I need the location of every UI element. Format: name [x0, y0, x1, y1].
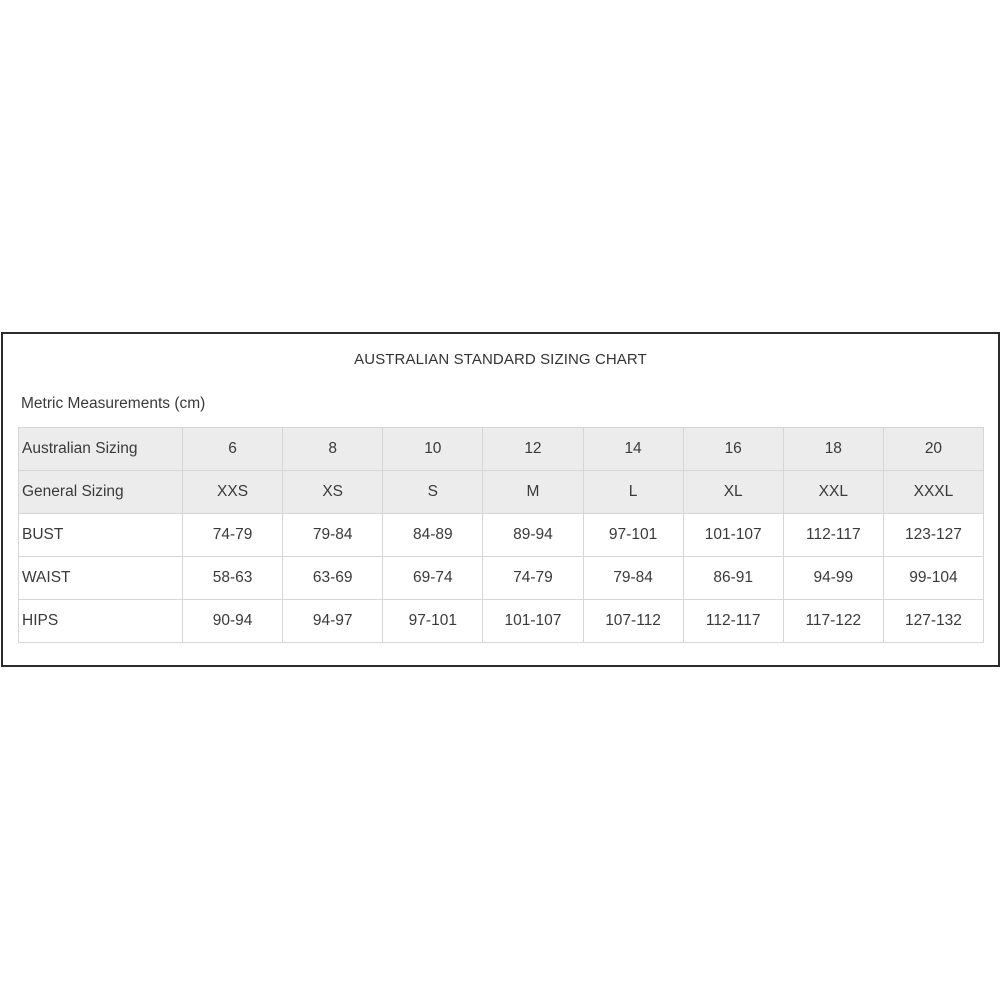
table-cell: 117-122 — [783, 600, 883, 643]
table-cell: 101-107 — [483, 600, 583, 643]
table-cell: XXXL — [883, 471, 983, 514]
table-cell: 8 — [283, 428, 383, 471]
table-cell: 99-104 — [883, 557, 983, 600]
row-label: HIPS — [19, 600, 183, 643]
table-cell: S — [383, 471, 483, 514]
table-cell: 18 — [783, 428, 883, 471]
table-cell: 10 — [383, 428, 483, 471]
table-cell: 123-127 — [883, 514, 983, 557]
table-cell: 90-94 — [183, 600, 283, 643]
table-cell: 12 — [483, 428, 583, 471]
table-row — [19, 557, 984, 600]
table-cell: 94-97 — [283, 600, 383, 643]
table-row — [19, 514, 984, 557]
table-cell: 89-94 — [483, 514, 583, 557]
measurement-units-label: Metric Measurements (cm) — [21, 395, 206, 412]
table-row — [19, 428, 984, 471]
table-row — [19, 471, 984, 514]
table-cell: 97-101 — [583, 514, 683, 557]
table-row — [19, 600, 984, 643]
table-cell: L — [583, 471, 683, 514]
row-label: General Sizing — [19, 471, 183, 514]
table-cell: 84-89 — [383, 514, 483, 557]
table-cell: 97-101 — [383, 600, 483, 643]
table-cell: 63-69 — [283, 557, 383, 600]
table-cell: 20 — [883, 428, 983, 471]
table-cell: 14 — [583, 428, 683, 471]
table-cell: 101-107 — [683, 514, 783, 557]
table-cell: 58-63 — [183, 557, 283, 600]
table-cell: 107-112 — [583, 600, 683, 643]
table-cell: 69-74 — [383, 557, 483, 600]
table-cell: M — [483, 471, 583, 514]
chart-title: AUSTRALIAN STANDARD SIZING CHART — [354, 351, 647, 368]
row-label: Australian Sizing — [19, 428, 183, 471]
sizing-chart-frame — [1, 332, 1000, 667]
table-cell: XXL — [783, 471, 883, 514]
table-cell: XS — [283, 471, 383, 514]
table-cell: XL — [683, 471, 783, 514]
table-cell: 86-91 — [683, 557, 783, 600]
table-cell: 79-84 — [583, 557, 683, 600]
sizing-table — [18, 427, 984, 643]
table-cell: 79-84 — [283, 514, 383, 557]
table-cell: 94-99 — [783, 557, 883, 600]
row-label: BUST — [19, 514, 183, 557]
table-cell: XXS — [183, 471, 283, 514]
table-cell: 74-79 — [183, 514, 283, 557]
table-cell: 6 — [183, 428, 283, 471]
table-cell: 112-117 — [783, 514, 883, 557]
table-cell: 112-117 — [683, 600, 783, 643]
row-label: WAIST — [19, 557, 183, 600]
table-cell: 74-79 — [483, 557, 583, 600]
table-cell: 127-132 — [883, 600, 983, 643]
sizing-table-body — [19, 428, 984, 643]
table-cell: 16 — [683, 428, 783, 471]
